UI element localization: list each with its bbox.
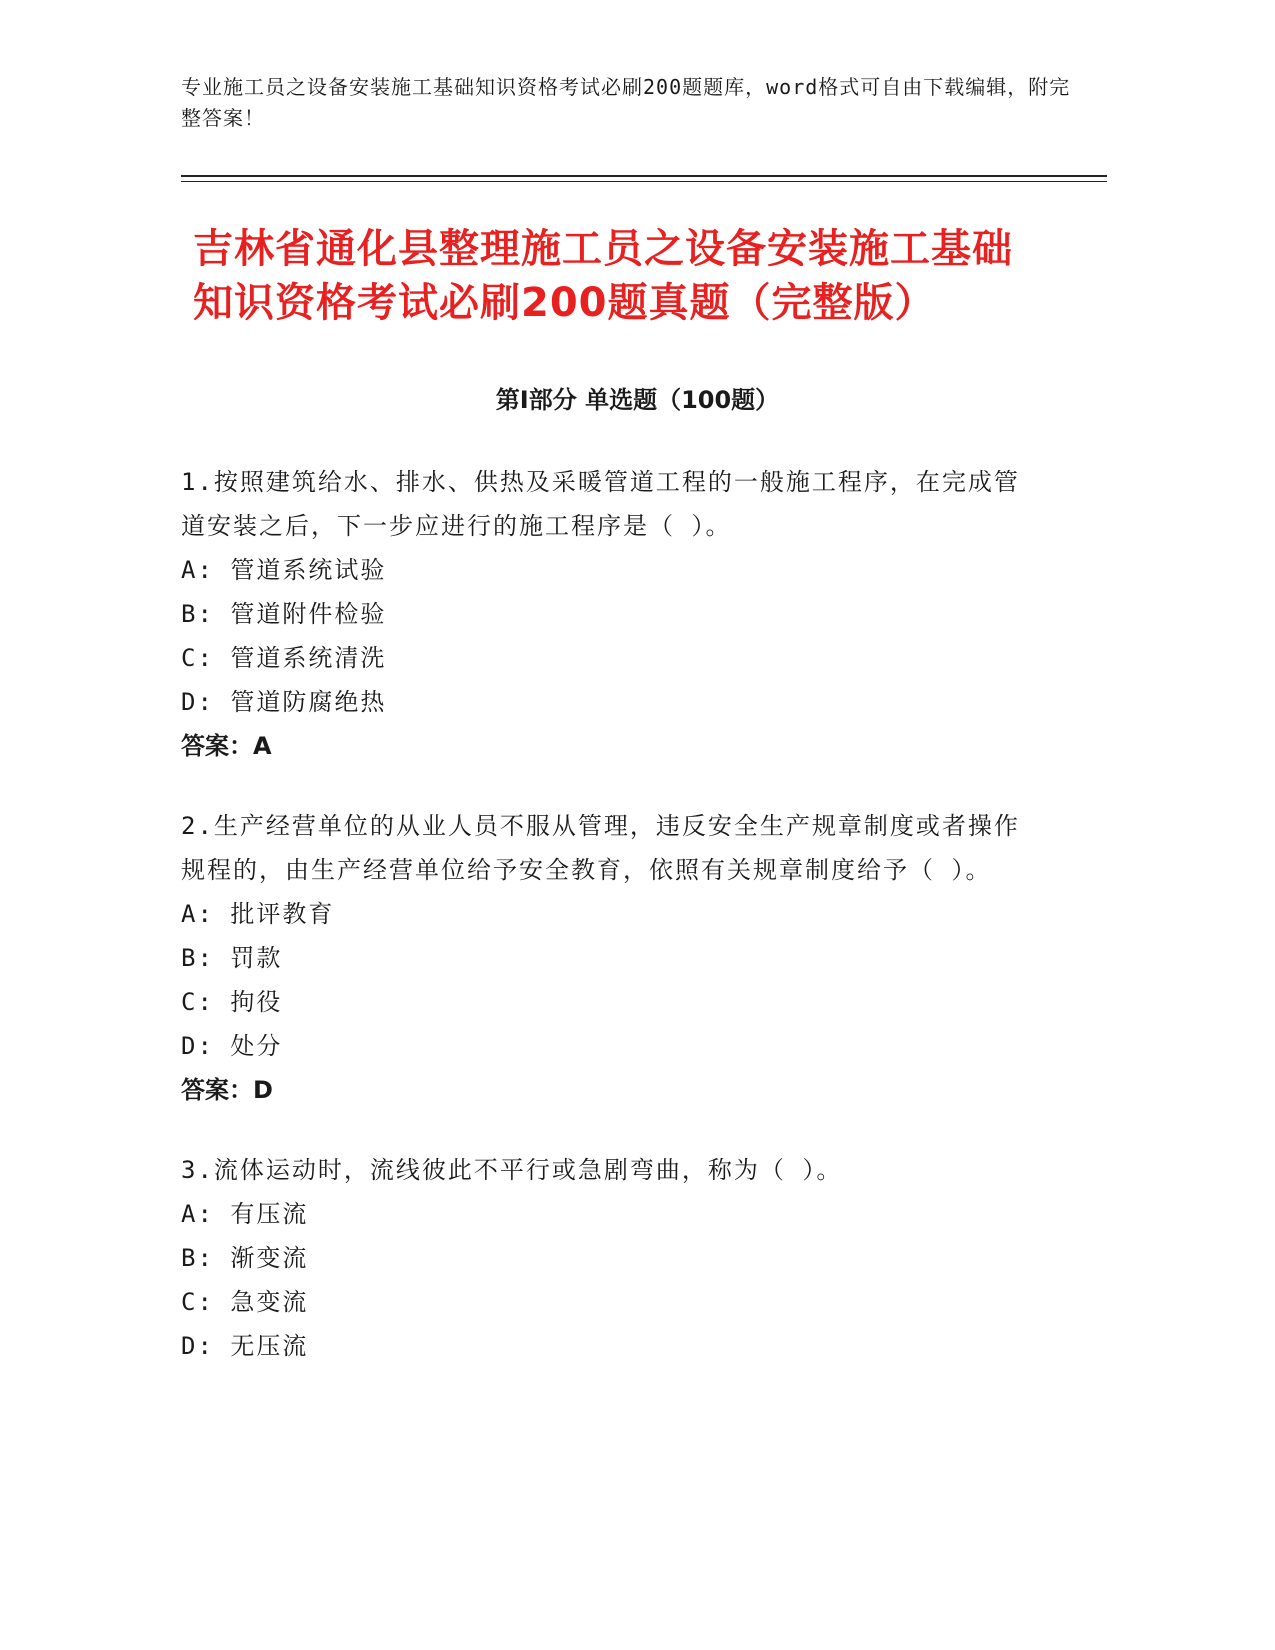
option-b: B: 管道附件检验 (181, 600, 387, 628)
option-d: D: 管道防腐绝热 (181, 688, 387, 716)
option-d: D: 处分 (181, 1032, 283, 1060)
option-b: B: 罚款 (181, 944, 283, 972)
section-title: 第Ⅰ部分 单选题（100题） (495, 386, 780, 414)
header-rule-thin (181, 181, 1107, 182)
question-stem: 1.按照建筑给水、排水、供热及采暖管道工程的一般施工程序，在完成管道安装之后，下一步应进行的施工程序是（ ）。 (181, 468, 1020, 540)
header-note: 专业施工员之设备安装施工基础知识资格考试必刷200题题库，word格式可自由下载编辑，附完整答案！ (181, 75, 1071, 130)
question-stem: 3.流体运动时，流线彼此不平行或急剧弯曲，称为（ ）。 (181, 1156, 843, 1184)
option-c: C: 拘役 (181, 988, 283, 1016)
question-stem: 2.生产经营单位的从业人员不服从管理，违反安全生产规章制度或者操作规程的，由生产经营单位给予安全教育，依照有关规章制度给予（ ）。 (181, 812, 1020, 884)
answer: 答案：D (181, 1076, 273, 1104)
option-c: C: 急变流 (181, 1288, 309, 1316)
option-b: B: 渐变流 (181, 1244, 309, 1272)
answer: 答案：A (181, 732, 272, 760)
question-1 (181, 460, 1031, 768)
option-d: D: 无压流 (181, 1332, 309, 1360)
question-3 (181, 1148, 1031, 1368)
question-list (181, 460, 1031, 1404)
option-a: A: 管道系统试验 (181, 556, 387, 584)
document-title: 吉林省通化县整理施工员之设备安装施工基础知识资格考试必刷200题真题（完整版） (193, 226, 1013, 326)
option-a: A: 批评教育 (181, 900, 335, 928)
option-c: C: 管道系统清洗 (181, 644, 387, 672)
option-a: A: 有压流 (181, 1200, 309, 1228)
question-2 (181, 804, 1031, 1112)
header-rule-thick (181, 175, 1107, 177)
